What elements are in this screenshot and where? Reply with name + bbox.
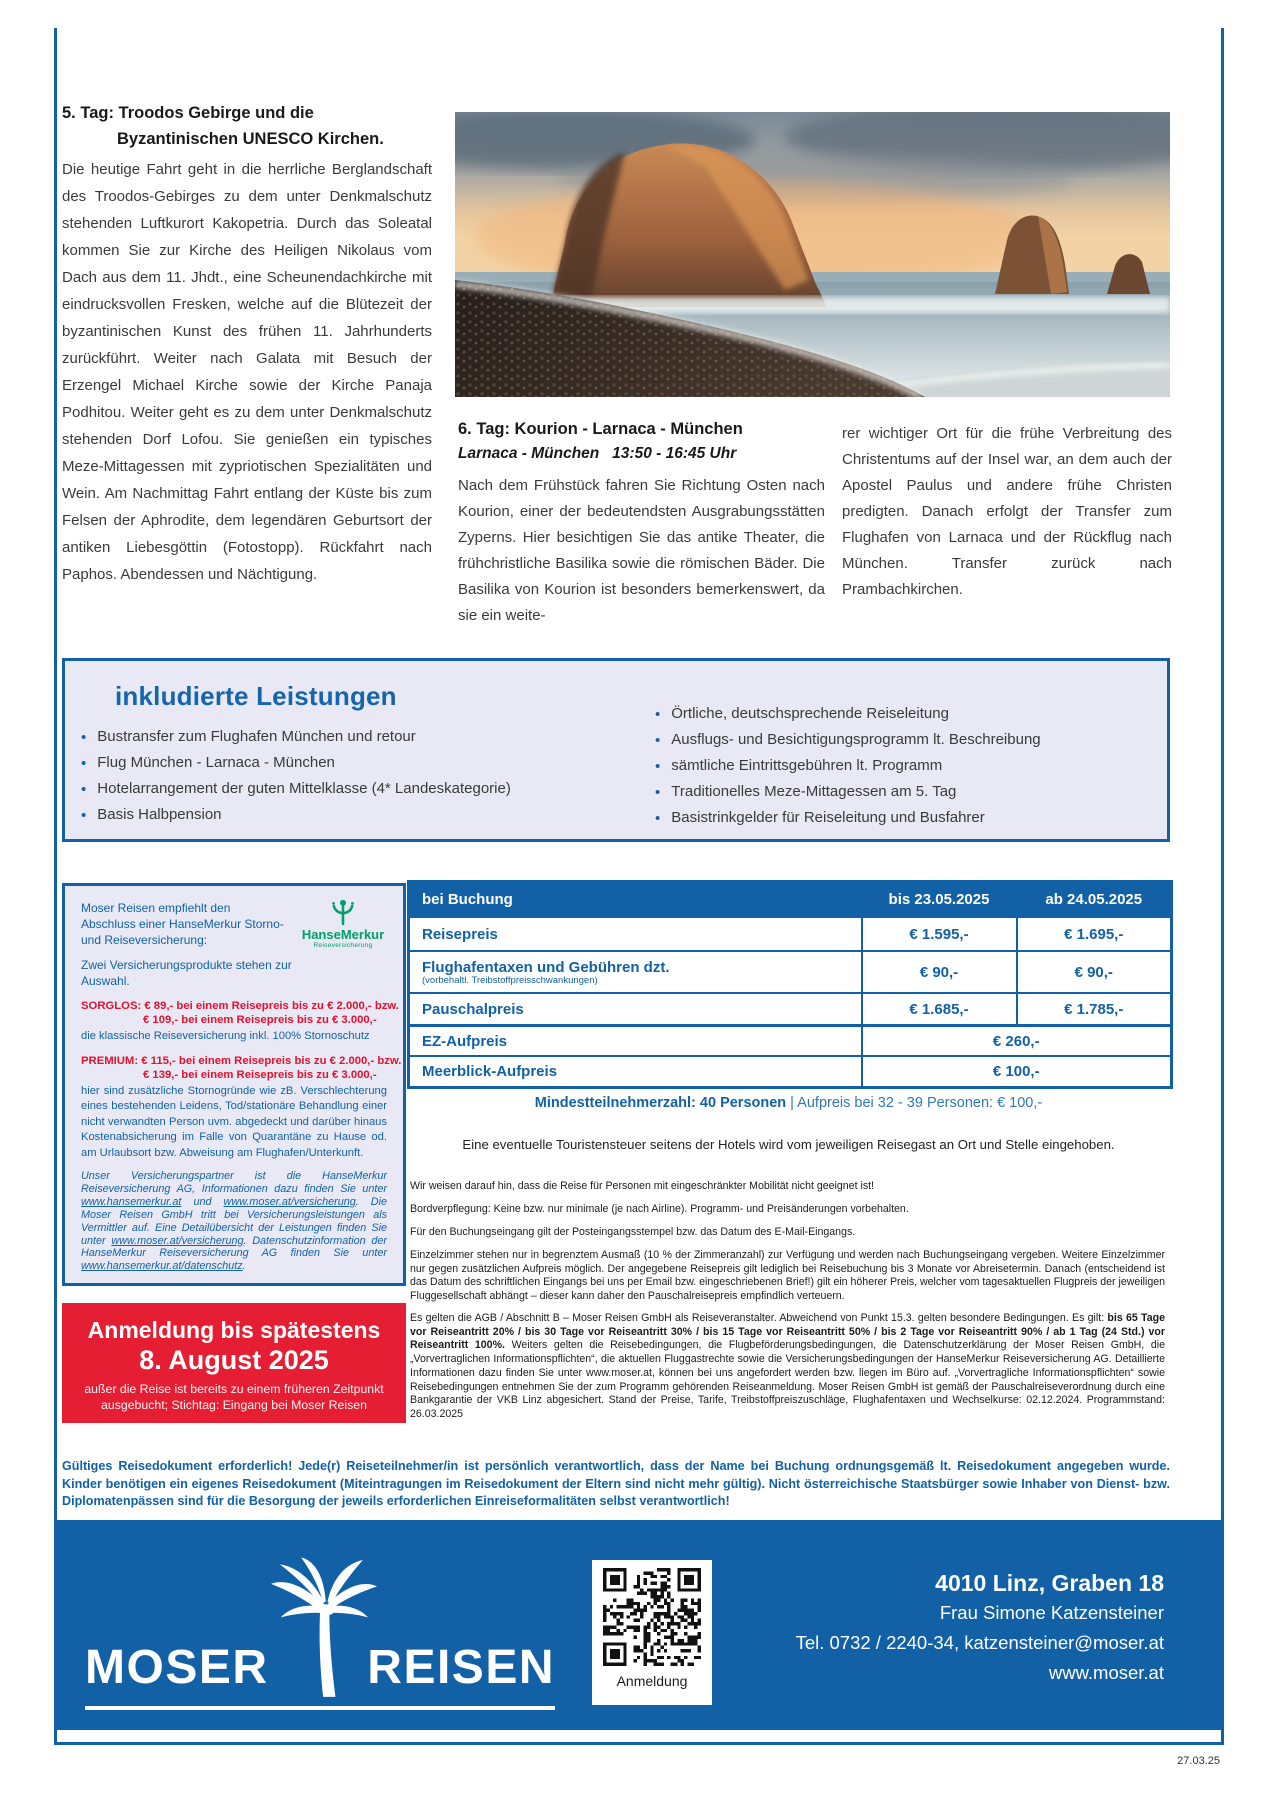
sorglos-price-line2: € 109,- bei einem Reisepreis bis zu € 3.000,-: [143, 1014, 377, 1026]
bullet-icon: •: [655, 758, 661, 775]
pricing-row-ez-aufpreis: EZ-Aufpreis € 260,-: [409, 1026, 1172, 1057]
deadline-title: Anmeldung bis spätestens: [87, 1317, 381, 1343]
day5-body: Die heutige Fahrt geht in die herrliche Berglandschaft des Troodos-Gebirges zu dem unter Denkmalschutz stehenden Luftkurort Kakopetria. Durch das Soleatal kommen Sie zur Kirche des Heiligen Nikolaus vom Dach aus dem 11. Jhdt., eine Scheunendachkirche mit eindrucksvollen Fresken, welche auf die Blütezeit der byzantinischen Kunst des frühen 11. Jahrhunderts zurückführt. Weiter nach Galata mit Besuch der Erzengel Michael Kirche sowie der Kirche Panaja Podhitou. Weiter geht es zu dem unter Denkmalschutz stehenden Dorf Lofou. Sie genießen ein typisches Meze-Mittagessen mit zypriotischen Spezialitäten und Wein. Am Nachmittag Fahrt entlang der Küste bis zum Felsen der Aphrodite, dem legendären Geburtsort der antiken Liebesgöttin (Fotostopp). Rückfahrt nach Paphos. Abendessen und Nächtigung.: [62, 161, 432, 583]
bullet-icon: •: [81, 807, 87, 824]
day6-title: 6. Tag: Kourion - Larnaca - München: [458, 420, 743, 438]
beach-photo: [455, 112, 1170, 397]
included-service-item: • sämtliche Eintrittsgebühren lt. Programm: [655, 757, 943, 775]
footer-phone-email: Tel. 0732 / 2240-34, katzensteiner@moser.at: [795, 1632, 1164, 1653]
link-url[interactable]: www.hansemerkur.at/datenschutz: [81, 1260, 243, 1273]
palm-tree-icon: [271, 1548, 377, 1708]
day5-title-line1: 5. Tag: Troodos Gebirge und die: [62, 104, 314, 122]
bullet-icon: •: [655, 706, 661, 723]
day5-title-line2: Byzantinischen UNESCO Kirchen.: [117, 130, 384, 148]
fine-print-paragraph: Bordverpflegung: Keine bzw. nur minimale (je nach Airline). Programm- und Preisänderungen vorbehalten.: [410, 1203, 909, 1215]
link-url[interactable]: www.hansemerkur.at: [81, 1195, 182, 1208]
included-service-item: • Örtliche, deutschsprechende Reiseleitung: [655, 705, 949, 723]
agb-paragraph: Es gelten die AGB / Abschnitt B – Moser Reisen GmbH als Reiseveranstalter. Abweichend von Punkt 15.3. gelten besondere Bedingungen. Es gilt: bis 65 Tage vor Reiseantritt 20% / bis 30 Tage vor Reiseantritt 30% / bis 15 Tage vor Reiseantritt 50% / bis 2 Tage vor Reiseantritt 90% / ab 1 Tag (24 Std.) vor Reiseantritt 100%. Weiters gelten die Reisebedingungen, die Flugbeförderungsbedingungen, die Datenschutzerklärung der Moser Reisen GmbH, die „Vorvertraglichen Informationspflichten“, die aktuellen Fluggastrechte sowie die Versicherungsbedingungen der HanseMerkur Reiseversicherung AG. Detaillierte Informationen dazu finden Sie unter www.moser.at, können bei uns angefordert werden bzw. liegen im Büro auf. „Vorvertragliche Informationspflichten“ sowie Reisebedingungen entnehmen Sie der zum Programm gehörenden Reiseanmeldung. Moser Reisen GmbH ist gemäß der Pauschalreiseverordnung durch eine Bankgarantie der VKB Linz abgesichert. Stand der Preise, Tarife, Treibstoffpreiszuschläge, Flughafentaxen und Wechselkurse: 02.12.2024. Programmstand: 26.03.2025: [410, 1312, 1166, 1420]
fine-print-paragraph: Einzelzimmer stehen nur in begrenztem Ausmaß (10 % der Zimmeranzahl) zur Verfügung und werden nach Buchungseingang vergeben. Weitere Einzelzimmer nur gegen zusätzlichen Aufpreis möglich. Der angegebene Reisepreis gilt lediglich bei Reisebuchung bis 3 Monate vor Abreisetermin. Danach (entscheidend ist das Datum des schriftlichen Eingangs bei uns per Email bzw. eingeschriebenen Brief!) gilt ein höherer Preis, welcher vom tagesaktuellen Flugpreis der jeweiligen Fluggesellschaft abhängt – dieser kann daher den Pauschalreisepreis empfindlich verteuern.: [410, 1249, 1165, 1303]
pricing-header-booking: bei Buchung: [409, 882, 862, 918]
hansemerkur-logo: [293, 898, 393, 949]
pricing-row-pauschalpreis: Pauschalpreis € 1.685,- € 1.785,-: [409, 993, 1172, 1026]
pricing-header-row: [409, 882, 1172, 918]
day6-body-col2: rer wichtiger Ort für die frühe Verbreitung des Christentums auf der Insel war, an dem auch der Apostel Paulus und andere frühe Christen predigten. Danach erfolgt der Transfer zum Flughafen von Larnaca und der Rückflug nach München. Transfer zurück nach Prambachkirchen.: [842, 425, 1172, 598]
day6-flight-times: Larnaca - München 13:50 - 16:45 Uhr: [458, 445, 737, 462]
sorglos-price-line1: SORGLOS: € 89,- bei einem Reisepreis bis zu € 2.000,- bzw.: [81, 1000, 399, 1012]
page-border-bottom: [54, 1742, 1224, 1745]
insurance-box: [62, 883, 406, 1286]
hansemerkur-brand-subtitle: Reiseversicherung: [313, 942, 373, 949]
sorglos-note: die klassische Reiseversicherung inkl. 100% Stornoschutz: [81, 1030, 370, 1042]
page-border-right: [1221, 28, 1224, 1745]
premium-note: hier sind zusätzliche Stornogründe wie zB. Verschlechterung eines bestehenden Leidens, Tod/stationäre Behandlung einer nicht verwandten Person uvm. abgedeckt und darüber hinaus Kostenabsicherung im Falle von Quarantäne zu Hause od. am Urlaubsort bzw. Abweisung am Flughafen/Unterkunft.: [81, 1084, 387, 1159]
link-url[interactable]: www.moser.at/versicherung: [223, 1195, 356, 1208]
min-participants-note: Mindestteilnehmerzahl: 40 Personen | Aufpreis bei 32 - 39 Personen: € 100,-: [534, 1095, 1043, 1111]
included-service-item: • Basistrinkgelder für Reiseleitung und Busfahrer: [655, 809, 985, 827]
bullet-icon: •: [81, 755, 87, 772]
brand-moser: MOSER: [85, 1641, 269, 1694]
link-url[interactable]: www.moser.at/versicherung: [111, 1234, 244, 1247]
bullet-icon: •: [81, 781, 87, 798]
footer-address: 4010 Linz, Graben 18: [935, 1570, 1164, 1596]
aphrodite-rock-photo-illustration: [455, 112, 1170, 397]
footer-contact-block: [644, 1568, 1164, 1688]
included-service-item: • Bustransfer zum Flughafen München und retour: [81, 728, 416, 746]
footer-website: www.moser.at: [1048, 1662, 1164, 1683]
qr-caption: Anmeldung: [616, 1673, 688, 1689]
included-service-item: • Flug München - Larnaca - München: [81, 754, 335, 772]
print-date: 27.03.25: [1177, 1755, 1220, 1767]
footer-contact-name: Frau Simone Katzensteiner: [939, 1602, 1164, 1623]
insurance-products-note: Zwei Versicherungsprodukte stehen zur Auswahl.: [81, 958, 292, 988]
included-service-item: • Ausflugs- und Besichtigungsprogramm lt. Beschreibung: [655, 731, 1041, 749]
hansemerkur-icon: [330, 898, 356, 926]
bullet-icon: •: [655, 732, 661, 749]
pricing-header-from: ab 24.05.2025: [1017, 882, 1172, 918]
pricing-header-until: bis 23.05.2025: [862, 882, 1017, 918]
bullet-icon: •: [655, 810, 661, 827]
pricing-row-reisepreis: Reisepreis € 1.595,- € 1.695,-: [409, 917, 1172, 951]
brand-reisen: REISEN: [367, 1641, 555, 1694]
registration-deadline-box: [62, 1303, 406, 1423]
included-service-item: • Traditionelles Meze-Mittagessen am 5. Tag: [655, 783, 957, 801]
insurance-intro: Moser Reisen empfiehlt den Abschluss einer HanseMerkur Storno- und Reiseversicherung:: [81, 901, 284, 947]
pricing-row-taxes: Flughafentaxen und Gebühren dzt. (vorbehaltl. Treibstoffpreisschwankungen) € 90,- € 90,-: [409, 951, 1172, 993]
pricing-row-meerblick-aufpreis: Meerblick-Aufpreis € 100,-: [409, 1056, 1172, 1088]
premium-price-line1: PREMIUM: € 115,- bei einem Reisepreis bis zu € 2.000,- bzw.: [81, 1054, 402, 1067]
included-service-item: • Hotelarrangement der guten Mittelklasse (4* Landeskategorie): [81, 780, 511, 798]
day6-body-col1: Nach dem Frühstück fahren Sie Richtung Osten nach Kourion, einer der bedeutendsten Ausgrabungsstätten Zyperns. Hier besichtigen Sie das antike Theater, die frühchristliche Basilika sowie die römischen Bäder. Die Basilika von Kourion ist besonders bemerkenswert, da sie ein weite-: [458, 477, 825, 624]
page-border-left: [54, 28, 57, 1745]
premium-price-line2: € 139,- bei einem Reisepreis bis zu € 3.000,-: [143, 1068, 377, 1081]
included-services-title: inkludierte Leistungen: [115, 681, 397, 711]
hansemerkur-brand-name: HanseMerkur: [301, 927, 385, 942]
fine-print-paragraph: Wir weisen darauf hin, dass die Reise für Personen mit eingeschränkter Mobilität nicht geeignet ist!: [410, 1180, 874, 1192]
included-service-item: • Basis Halbpension: [81, 806, 222, 824]
fine-print-paragraph: Für den Buchungseingang gilt der Posteingangsstempel bzw. das Datum des E-Mail-Eingangs.: [410, 1226, 856, 1238]
insurance-partner-text: Unser Versicherungspartner ist die HanseMerkur Reiseversicherung AG, Informationen dazu finden Sie unter www.hansemerkur.at und www.moser.at/versicherung. Die Moser Reisen GmbH tritt bei Versicherungsleistungen als Vermittler auf. Eine Detailübersicht der Leistungen finden Sie unter www.moser.at/versicherung. Datenschutzinformation der HanseMerkur Reiseversicherung AG finden Sie unter www.hansemerkur.at/datenschutz.: [81, 1170, 388, 1273]
bullet-icon: •: [81, 729, 87, 746]
travel-document-notice: Gültiges Reisedokument erforderlich! Jede(r) Reiseteilnehmer/in ist persönlich verantwortlich, dass der Name bei Buchung ordnungsgemäß lt. Reisedokument angegeben wurde. Kinder benötigen ein eigenes Reisedokument (Miteintragungen im Reisedokument der Eltern sind nicht mehr gültig). Nicht österreichische Staatsbürger sowie Inhaber von Dienst- bzw. Diplomatenpässen sind für die Besorgung der jeweils erforderlichen Einreiseformalitäten selbst verantwortlich!: [62, 1459, 1170, 1508]
bullet-icon: •: [655, 784, 661, 801]
included-services-box: [62, 658, 1170, 842]
footer: [54, 1520, 1224, 1730]
moser-reisen-logo: [85, 1562, 555, 1710]
deadline-note: außer die Reise ist bereits zu einem früheren Zeitpunkt ausgebucht; Stichtag: Eingang bei Moser Reisen: [84, 1382, 384, 1412]
day5-title: [62, 100, 434, 152]
tourist-tax-note: Eine eventuelle Touristensteuer seitens der Hotels wird vom jeweiligen Reisegast an Ort und Stelle eingehoben.: [462, 1137, 1115, 1152]
included-services-left-list: [81, 728, 621, 832]
included-services-right-list: [655, 705, 1165, 835]
pricing-table: [407, 880, 1173, 1089]
deadline-date: 8. August 2025: [139, 1345, 329, 1375]
